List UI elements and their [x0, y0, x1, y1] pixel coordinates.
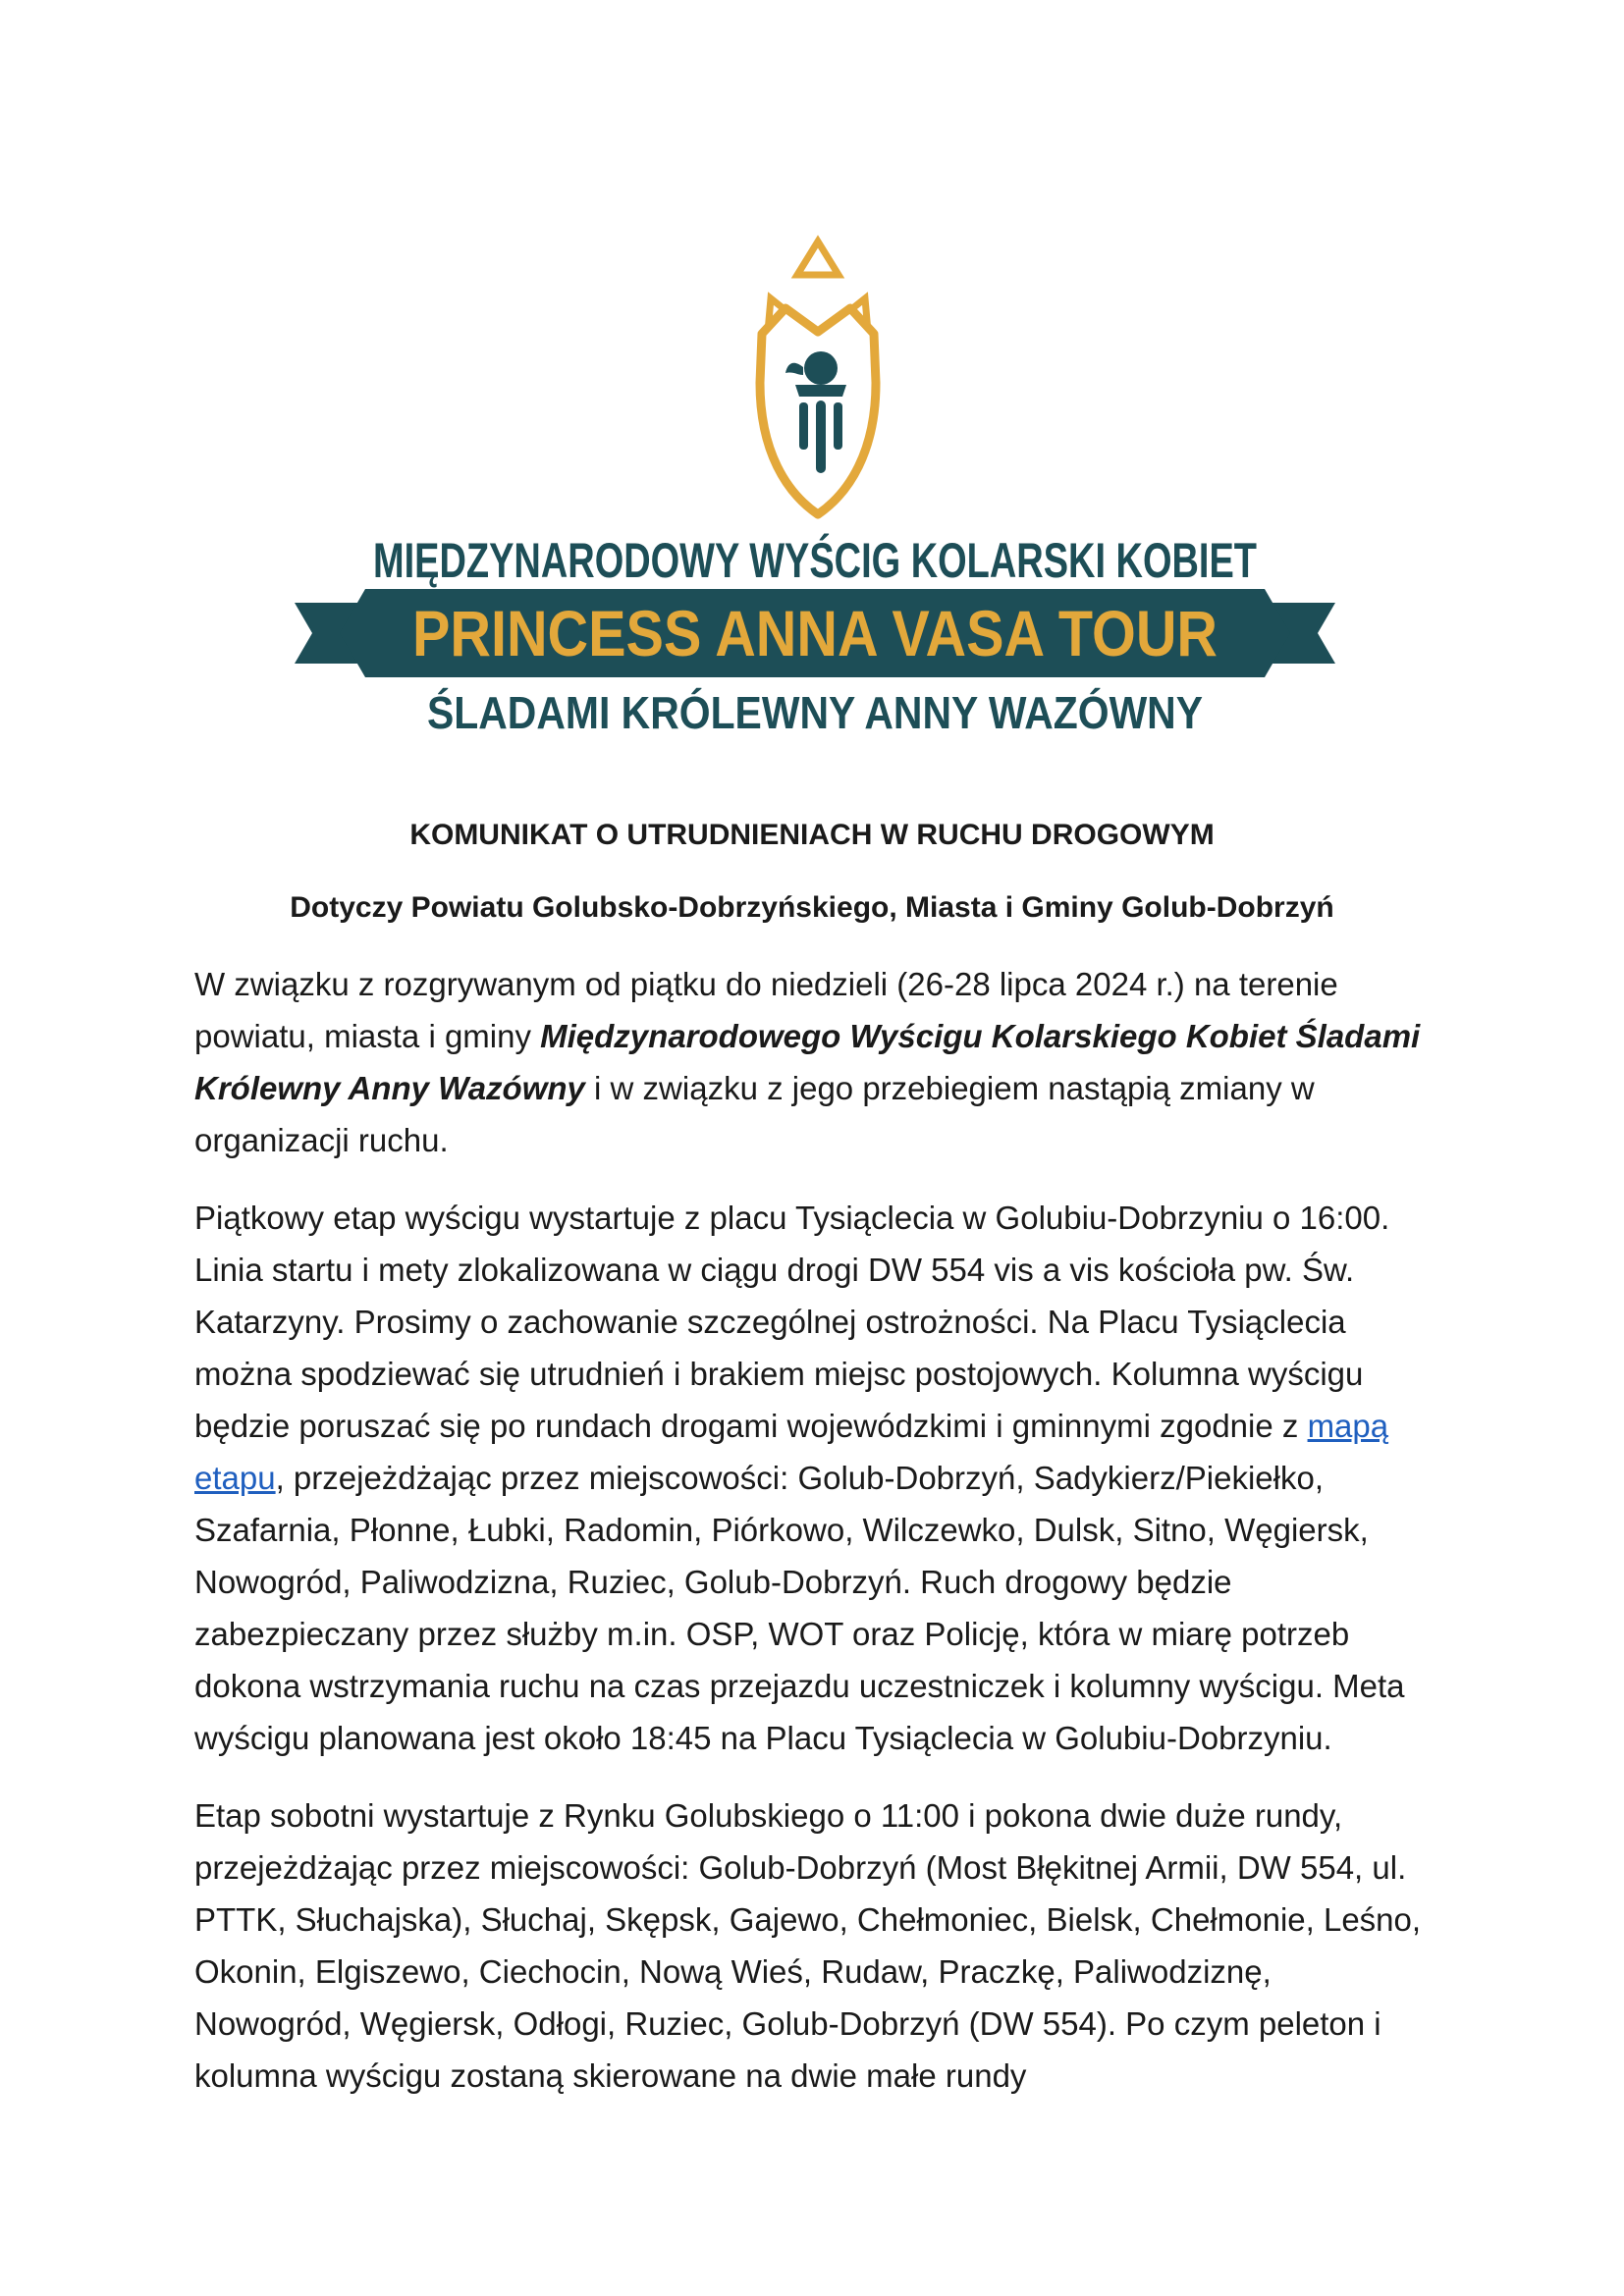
logo-line-3: ŚLADAMI KRÓLEWNY ANNY WAZÓWNY [427, 687, 1203, 738]
logo-line-1: MIĘDZYNARODOWY WYŚCIG KOLARSKI KOBIET [373, 533, 1257, 588]
stage-map-link[interactable]: mapą etapu [194, 1408, 1389, 1496]
paragraph-2-text-end: , przejeżdżając przez miejscowości: Golub-Dobrzyń, Sadykierz/Piekiełko, Szafarnia, Płonne, Łubki, Radomin, Piórkowo, Wilczewko, Dulsk, Sitno, Węgiersk, Nowogród, Paliwodzizna, Ruziec, Golub-Dobrzyń. Ruch drogowy będzie zabezpieczany przez służby m.in. OSP, WOT oraz Policję, która w miarę potrzeb dokona wstrzymania ruchu na czas przejazdu uczestniczek i kolumny wyścigu. Meta wyścigu planowana jest około 18:45 na Placu Tysiąclecia w Golubiu-Dobrzyniu. [194, 1460, 1405, 1756]
paragraph-1-text-end: i w związku z jego przebiegiem nastąpią zmiany w organizacji ruchu. [194, 1070, 1315, 1158]
event-logo [275, 236, 1355, 746]
logo-graphic [275, 236, 1355, 746]
paragraph-1-text-start: W związku z rozgrywanym od piątku do niedzieli (26-28 lipca 2024 r.) na terenie powiatu, miasta i gminy [194, 966, 1338, 1054]
paragraph-2 [194, 1192, 1434, 1764]
paragraph-1 [194, 958, 1434, 1166]
page-subtitle: Dotyczy Powiatu Golubsko-Dobrzyńskiego, Miasta i Gminy Golub-Dobrzyń [290, 891, 1334, 924]
logo-line-2: PRINCESS ANNA VASA TOUR [412, 597, 1218, 669]
page-title: KOMUNIKAT O UTRUDNIENIACH W RUCHU DROGOWYM [409, 819, 1215, 851]
document-body [194, 958, 1434, 2127]
paragraph-3: Etap sobotni wystartuje z Rynku Golubskiego o 11:00 i pokona dwie duże rundy, przejeżdżając przez miejscowości: Golub-Dobrzyń (Most Błękitnej Armii, DW 554, ul. PTTK, Słuchajska), Słuchaj, Skępsk, Gajewo, Chełmoniec, Bielsk, Chełmonie, Leśno, Okonin, Elgiszewo, Ciechocin, Nową Wieś, Rudaw, Praczkę, Paliwodziznę, Nowogród, Węgiersk, Odłogi, Ruziec, Golub-Dobrzyń (DW 554). Po czym peleton i kolumna wyścigu zostaną skierowane na dwie małe rundy [194, 1797, 1422, 2094]
paragraph-2-text-start: Piątkowy etap wyścigu wystartuje z placu Tysiąclecia w Golubiu-Dobrzyniu o 16:00. Linia startu i mety zlokalizowana w ciągu drogi DW 554 vis a vis kościoła pw. Św. Katarzyny. Prosimy o zachowanie szczególnej ostrożności. Na Placu Tysiąclecia można spodziewać się utrudnień i brakiem miejsc postojowych. Kolumna wyścigu będzie poruszać się po rundach drogami wojewódzkimi i gminnymi zgodnie z [194, 1200, 1390, 1444]
race-name-emphasis: Międzynarodowego Wyścigu Kolarskiego Kobiet Śladami Królewny Anny Wazówny [194, 1018, 1421, 1106]
